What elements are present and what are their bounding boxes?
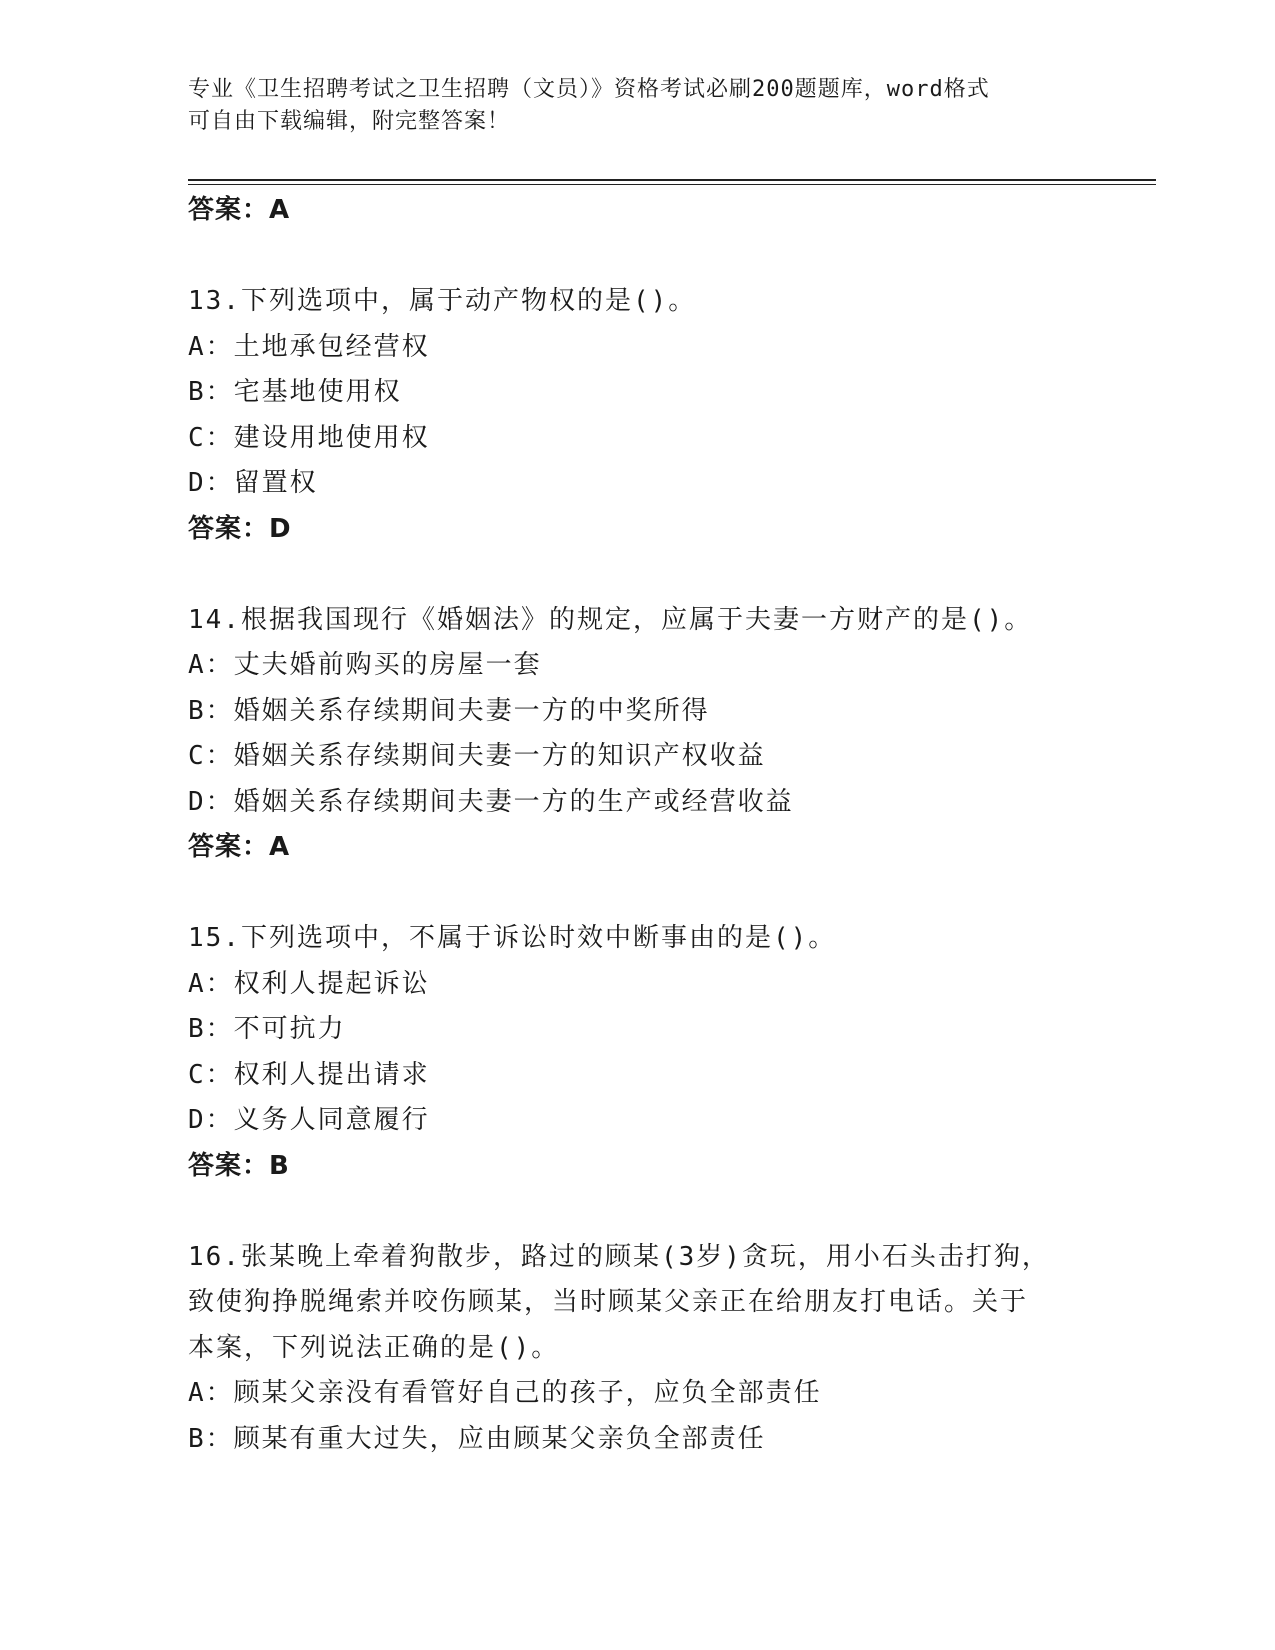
header-line-1: 专业《卫生招聘考试之卫生招聘（文员）》资格考试必刷200题题库，word格式 [188, 77, 990, 102]
header-divider-thick [188, 179, 1156, 181]
option-d: D：留置权 [188, 468, 318, 498]
answer-line: 答案：A [188, 832, 291, 862]
question-stem-line-2: 致使狗挣脱绳索并咬伤顾某，当时顾某父亲正在给朋友打电话。关于 [188, 1287, 1029, 1317]
option-c: C：建设用地使用权 [188, 422, 430, 453]
option-b: B：宅基地使用权 [188, 377, 402, 407]
question-block-15 [188, 916, 1128, 1189]
option-a: A：土地承包经营权 [188, 331, 430, 362]
answer-line: 答案：A [188, 195, 291, 225]
option-c: C：权利人提出请求 [188, 1059, 430, 1090]
question-block-16 [188, 1235, 1128, 1463]
answer-line: 答案：B [188, 1150, 290, 1181]
spacer [188, 871, 1128, 917]
spacer [188, 1189, 1128, 1235]
question-stem: 13.下列选项中，属于动产物权的是()。 [188, 286, 697, 316]
question-stem-line-3: 本案，下列说法正确的是()。 [188, 1332, 560, 1363]
spacer [188, 234, 1128, 280]
question-block-13 [188, 279, 1128, 552]
option-a: A：顾某父亲没有看管好自己的孩子，应负全部责任 [188, 1378, 822, 1408]
option-a: A：权利人提起诉讼 [188, 968, 430, 999]
question-stem-line-1: 16.张某晚上牵着狗散步，路过的顾某(3岁)贪玩，用小石头击打狗， [188, 1241, 1050, 1272]
spacer [188, 552, 1128, 598]
option-b: B：婚姻关系存续期间夫妻一方的中奖所得 [188, 695, 710, 726]
header-divider-thin [188, 184, 1156, 185]
option-b: B：顾某有重大过失，应由顾某父亲负全部责任 [188, 1423, 766, 1454]
option-d: D：婚姻关系存续期间夫妻一方的生产或经营收益 [188, 786, 794, 817]
answer-line: 答案：D [188, 513, 292, 544]
header-line-2: 可自由下载编辑，附完整答案！ [188, 109, 511, 134]
question-stem: 14.根据我国现行《婚姻法》的规定，应属于夫妻一方财产的是()。 [188, 604, 1033, 635]
question-list [188, 188, 1128, 1462]
document-header [188, 74, 1068, 138]
question-stem: 15.下列选项中，不属于诉讼时效中断事由的是()。 [188, 923, 837, 953]
question-block-14 [188, 598, 1128, 871]
option-d: D：义务人同意履行 [188, 1105, 430, 1135]
option-a: A：丈夫婚前购买的房屋一套 [188, 650, 542, 680]
option-c: C：婚姻关系存续期间夫妻一方的知识产权收益 [188, 741, 766, 771]
option-b: B：不可抗力 [188, 1014, 346, 1044]
